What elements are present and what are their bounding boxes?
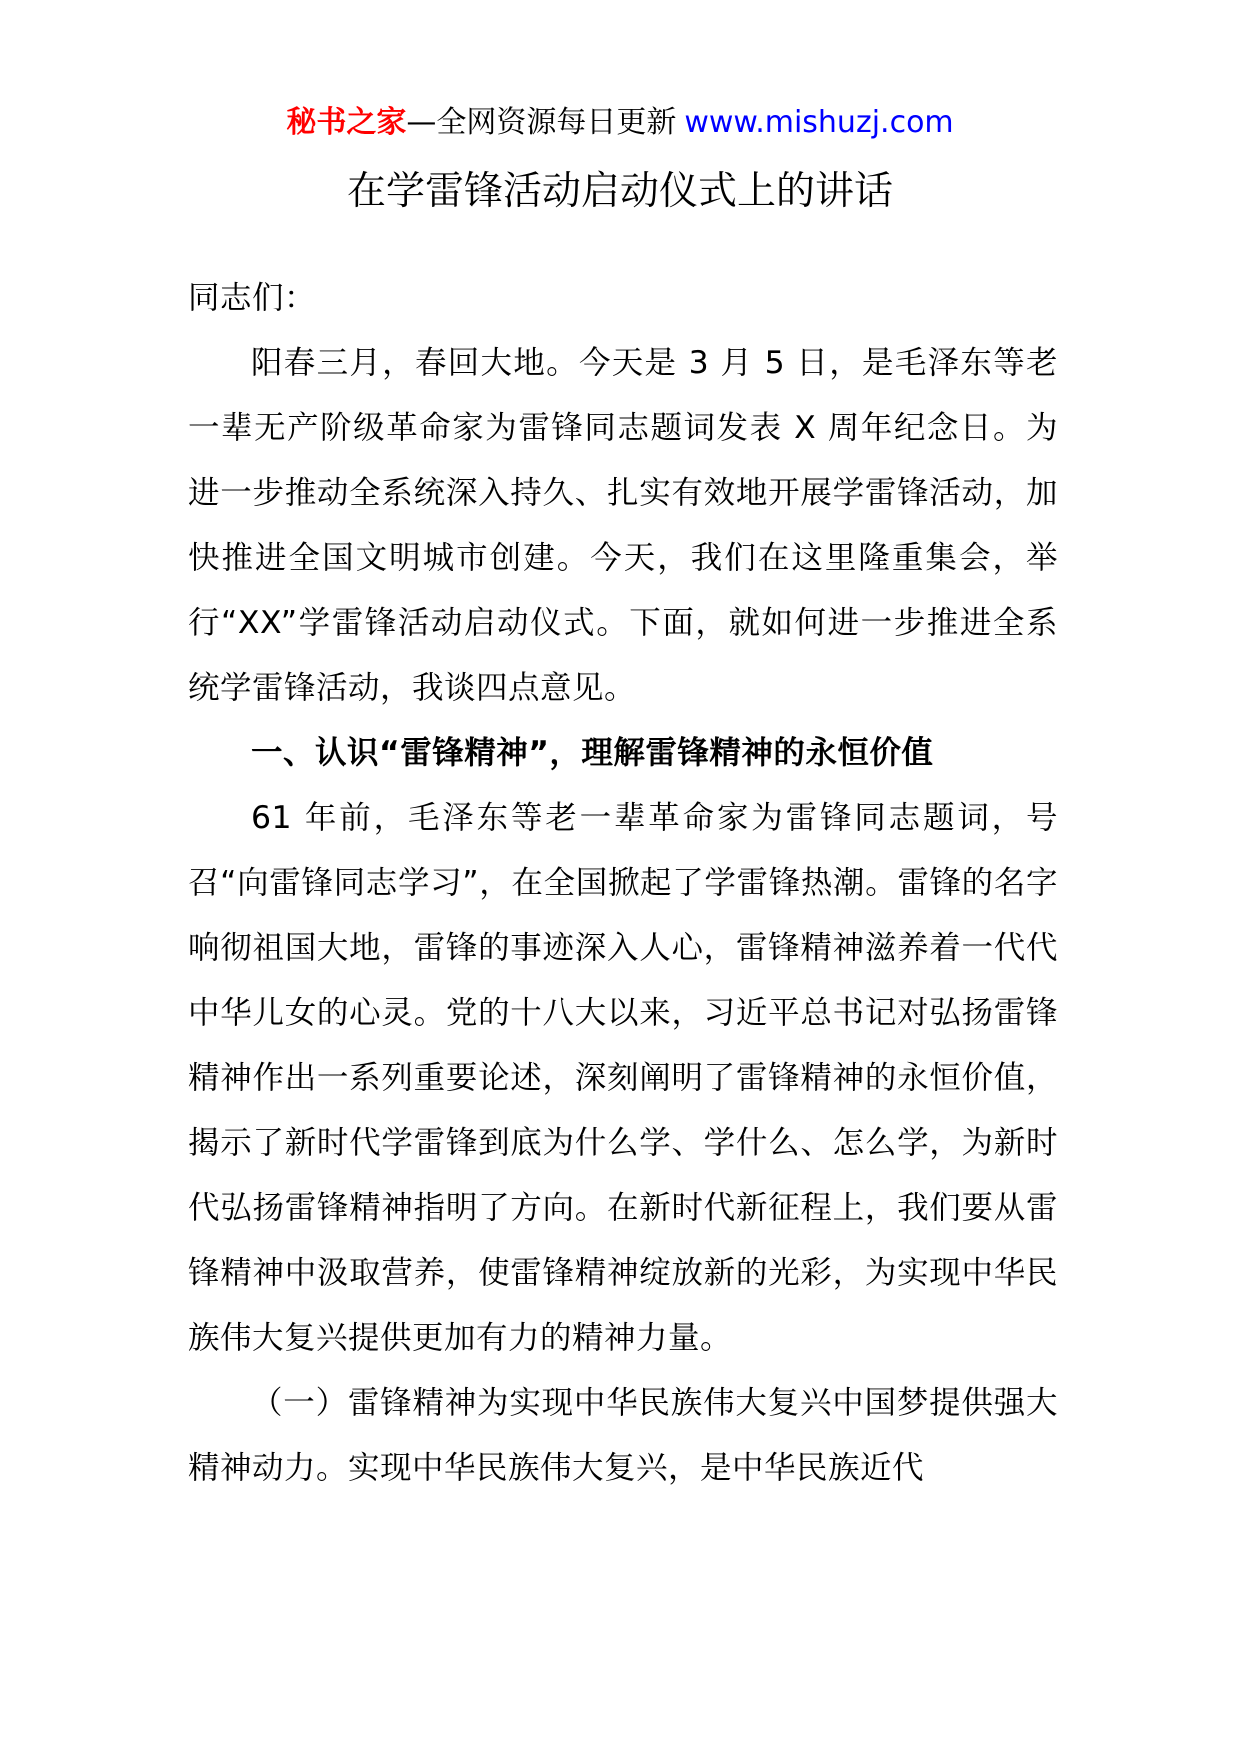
paragraph-section-1: 61 年前，毛泽东等老一辈革命家为雷锋同志题词，号召“向雷锋同志学习”，在全国掀起了学雷锋热潮。雷锋的名字响彻祖国大地，雷锋的事迹深入人心，雷锋精神滋养着一代代中华儿女的心灵。党的十八大以来，习近平总书记对弘扬雷锋精神作出一系列重要论述，深刻阐明了雷锋精神的永恒价值，揭示了新时代学雷锋到底为什么学、学什么、怎么学，为新时代弘扬雷锋精神指明了方向。在新时代新征程上，我们要从雷锋精神中汲取营养，使雷锋精神绽放新的光彩，为实现中华民族伟大复兴提供更加有力的精神力量。 [188,800,1058,1356]
salutation: 同志们： [188,280,317,316]
brand-name: 秘书之家 [286,105,407,140]
site-header [0,103,1240,143]
section-heading-1: 一、认识“雷锋精神”，理解雷锋精神的永恒价值 [251,735,934,771]
paragraph-intro: 阳春三月，春回大地。今天是 3 月 5 日，是毛泽东等老一辈无产阶级革命家为雷锋同志题词发表 X 周年纪念日。为进一步推动全系统深入持久、扎实有效地开展学雷锋活动，加快推进全国文明城市创建。今天，我们在这里隆重集会，举行“XX”学雷锋活动启动仪式。下面，就如何进一步推进全系统学雷锋活动，我谈四点意见。 [188,345,1058,706]
document-title: 在学雷锋活动启动仪式上的讲话 [346,169,893,214]
document-body [188,266,1058,1501]
paragraph-subsection-1: （一）雷锋精神为实现中华民族伟大复兴中国梦提供强大精神动力。实现中华民族伟大复兴，是中华民族近代 [188,1385,1058,1486]
header-slogan: —全网资源每日更新 [406,105,677,140]
site-url-link[interactable]: www.mishuzj.com [684,105,954,140]
